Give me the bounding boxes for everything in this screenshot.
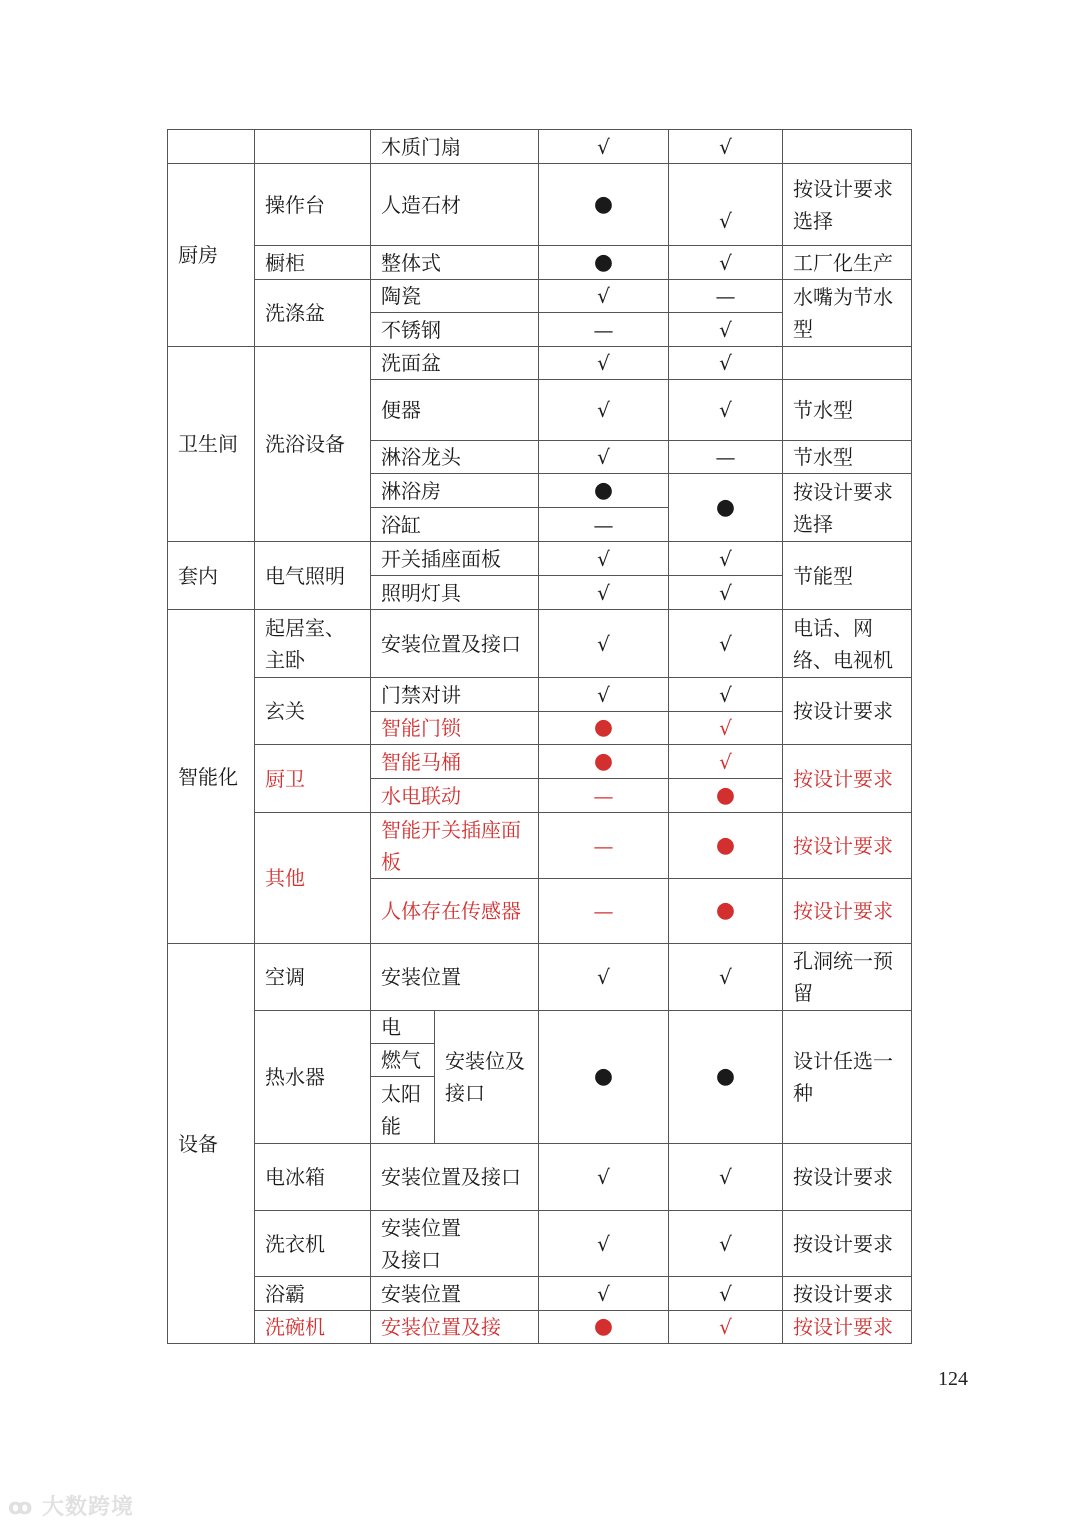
check-cell: √ [539, 130, 669, 164]
subcategory-cell: 洗涤盆 [255, 280, 371, 347]
watermark-icon: ꝏ [8, 1495, 42, 1520]
note-cell: 节水型 [783, 441, 912, 474]
table-row [168, 1211, 912, 1277]
note-cell: 工厂化生产 [783, 246, 912, 280]
table-row [168, 246, 912, 280]
check-cell: √ [669, 1277, 783, 1311]
check-cell: √ [669, 1211, 783, 1277]
watermark-logo [8, 1490, 134, 1521]
item-cell [371, 1211, 539, 1277]
dash-cell: — [669, 441, 783, 474]
check-cell: √ [669, 542, 783, 576]
check-cell: √ [669, 610, 783, 678]
heater-type-cell: 燃气 [371, 1044, 435, 1077]
page-number: 124 [938, 1368, 968, 1390]
item-cell: 开关插座面板 [371, 542, 539, 576]
check-cell: √ [669, 347, 783, 380]
item-cell: 安装位置及接口 [371, 1144, 539, 1211]
check-cell: √ [539, 944, 669, 1011]
dash-cell: — [669, 280, 783, 313]
decoration-spec-table [167, 129, 912, 1344]
dash-cell: — [539, 813, 669, 879]
item-cell: 门禁对讲 [371, 678, 539, 712]
subcategory-cell: 电气照明 [255, 542, 371, 610]
note-cell: 按设计要求 [783, 745, 912, 813]
item-cell: 安装位置及接口 [371, 610, 539, 678]
check-cell: √ [669, 1311, 783, 1344]
check-cell: √ [539, 380, 669, 441]
check-cell: √ [539, 1211, 669, 1277]
note-cell: 电话、网络、电视机 [783, 610, 912, 678]
dot-cell: ● [669, 779, 783, 813]
item-cell: 淋浴房 [371, 474, 539, 508]
dot-cell: ● [539, 1011, 669, 1144]
item-cell: 陶瓷 [371, 280, 539, 313]
check-cell: √ [669, 678, 783, 712]
subcategory-cell: 洗衣机 [255, 1211, 371, 1277]
table-row [168, 280, 912, 313]
note-cell: 按设计要求 [783, 1277, 912, 1311]
note-cell: 按设计要求 [783, 1311, 912, 1344]
check-cell: √ [669, 313, 783, 347]
dot-cell: ● [669, 879, 783, 944]
item-cell: 智能门锁 [371, 712, 539, 745]
item-cell: 安装位置及接 [371, 1311, 539, 1344]
note-cell: 设计任选一种 [783, 1011, 912, 1144]
item-cell: 智能开关插座面板 [371, 813, 539, 879]
item-cell: 照明灯具 [371, 576, 539, 610]
subcategory-cell: 厨卫 [255, 745, 371, 813]
item-cell: 便器 [371, 380, 539, 441]
item-cell: 安装位置 [371, 944, 539, 1011]
dash-cell: — [539, 879, 669, 944]
note-cell: 孔洞统一预留 [783, 944, 912, 1011]
check-cell: √ [669, 576, 783, 610]
table-row [168, 130, 912, 164]
check-cell: √ [539, 576, 669, 610]
table-row [168, 1277, 912, 1311]
subcategory-cell: 电冰箱 [255, 1144, 371, 1211]
table-row [168, 745, 912, 779]
subcategory-cell: 玄关 [255, 678, 371, 745]
category-cell: 套内 [168, 542, 255, 610]
check-cell: √ [539, 441, 669, 474]
check-cell: √ [539, 678, 669, 712]
table-row [168, 1011, 912, 1044]
item-cell: 水电联动 [371, 779, 539, 813]
heater-type-cell: 电 [371, 1011, 435, 1044]
dash-cell: — [539, 313, 669, 347]
table-row [168, 944, 912, 1011]
heater-type-cell: 太阳能 [371, 1077, 435, 1144]
table-row [168, 164, 912, 246]
note-cell: 按设计要求选择 [783, 474, 912, 542]
category-cell: 设备 [168, 944, 255, 1344]
check-cell: √ [669, 944, 783, 1011]
table-row [168, 347, 912, 380]
note-cell: 水嘴为节水型 [783, 280, 912, 347]
check-cell: √ [669, 380, 783, 441]
check-cell: √ [669, 745, 783, 779]
check-cell: √ [539, 1277, 669, 1311]
check-cell: √ [669, 130, 783, 164]
item-cell: 人体存在传感器 [371, 879, 539, 944]
note-cell: 按设计要求 [783, 1211, 912, 1277]
table-row [168, 542, 912, 576]
dash-cell: — [539, 508, 669, 542]
table-row [168, 678, 912, 712]
item-cell: 人造石材 [371, 164, 539, 246]
subcategory-cell: 橱柜 [255, 246, 371, 280]
check-cell: √ [539, 1144, 669, 1211]
subcategory-cell: 起居室、主卧 [255, 610, 371, 678]
note-cell: 节水型 [783, 380, 912, 441]
dot-cell: ● [669, 813, 783, 879]
dot-cell: ● [539, 712, 669, 745]
note-cell: 节能型 [783, 542, 912, 610]
subcategory-cell: 操作台 [255, 164, 371, 246]
dot-cell: ● [539, 246, 669, 280]
check-cell: √ [669, 1144, 783, 1211]
subcategory-cell: 其他 [255, 813, 371, 944]
item-text: 安装位置及接口 [381, 1215, 461, 1272]
item-cell: 浴缸 [371, 508, 539, 542]
check-cell: √ [539, 280, 669, 313]
subcategory-cell: 浴霸 [255, 1277, 371, 1311]
dot-cell: ● [669, 474, 783, 542]
category-cell: 智能化 [168, 610, 255, 944]
dot-cell: ● [539, 745, 669, 779]
note-cell: 按设计要求 [783, 813, 912, 879]
note-cell: 按设计要求 [783, 879, 912, 944]
table-row [168, 813, 912, 879]
note-cell [783, 347, 912, 380]
dot-cell: ● [539, 474, 669, 508]
item-cell: 安装位置 [371, 1277, 539, 1311]
note-cell [783, 130, 912, 164]
note-cell: 按设计要求选择 [783, 164, 912, 246]
check-cell: √ [669, 164, 783, 246]
check-cell: √ [669, 246, 783, 280]
item-cell: 整体式 [371, 246, 539, 280]
note-cell: 按设计要求 [783, 1144, 912, 1211]
subcategory-cell: 空调 [255, 944, 371, 1011]
table-row [168, 610, 912, 678]
category-cell: 厨房 [168, 164, 255, 347]
dot-cell: ● [669, 1011, 783, 1144]
check-cell: √ [539, 542, 669, 576]
category-cell: 卫生间 [168, 347, 255, 542]
check-cell: √ [669, 712, 783, 745]
subcategory-cell: 热水器 [255, 1011, 371, 1144]
item-cell: 木质门扇 [371, 130, 539, 164]
item-cell: 洗面盆 [371, 347, 539, 380]
item-cell: 淋浴龙头 [371, 441, 539, 474]
check-cell: √ [539, 347, 669, 380]
dash-cell: — [539, 779, 669, 813]
item-cell: 不锈钢 [371, 313, 539, 347]
check-cell: √ [539, 610, 669, 678]
subcategory-cell: 洗浴设备 [255, 347, 371, 542]
watermark-text: 大数跨境 [42, 1495, 135, 1520]
subcategory-cell [255, 130, 371, 164]
note-cell: 按设计要求 [783, 678, 912, 745]
dot-cell: ● [539, 1311, 669, 1344]
item-cell: 智能马桶 [371, 745, 539, 779]
table-row [168, 1144, 912, 1211]
dot-cell: ● [539, 164, 669, 246]
table-row [168, 1311, 912, 1344]
item-cell: 安装位及接口 [435, 1011, 539, 1144]
subcategory-cell: 洗碗机 [255, 1311, 371, 1344]
category-cell [168, 130, 255, 164]
